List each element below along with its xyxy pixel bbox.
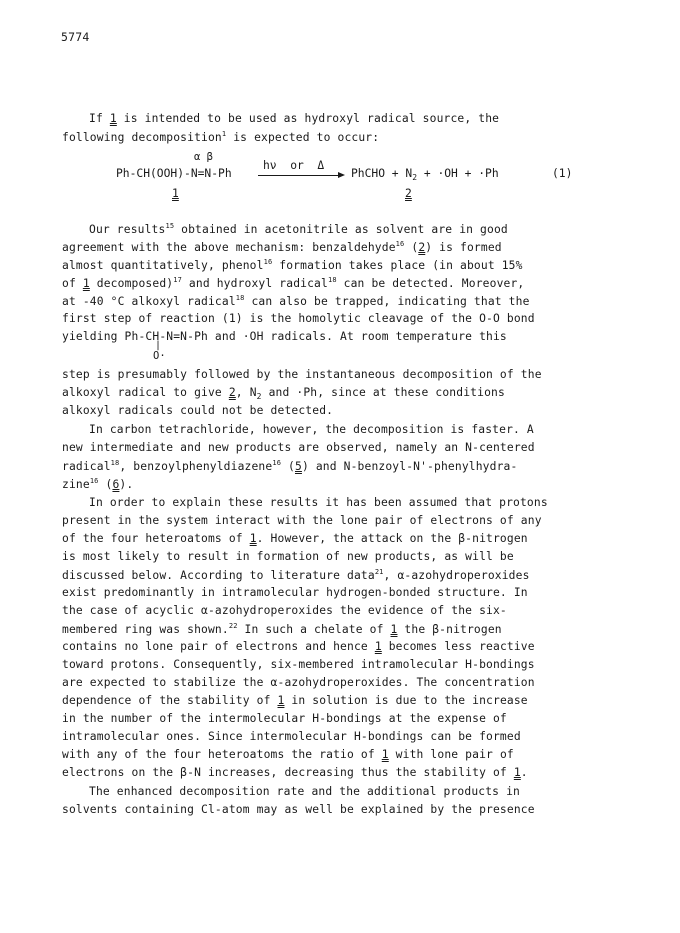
para1-line-4: of 1 decomposed)$^{17}$ and hydroxyl radical$^{18}$ can be detected. Moreover, bbox=[62, 276, 525, 290]
page-number: 5774 bbox=[61, 30, 90, 44]
para2-line-4: zine$^{16}$ (6). bbox=[62, 477, 134, 491]
para3-line-15: with any of the four heteroatoms the ratio of 1 with lone pair of bbox=[62, 748, 514, 761]
para3-line-6: exist predominantly in intramolecular hydrogen-bonded structure. In bbox=[62, 586, 528, 599]
reaction-arrow bbox=[258, 175, 338, 176]
para1-line-9: alkoxyl radical to give 2, $N_2$ and ·Ph, since at these conditions bbox=[62, 386, 505, 401]
para3-line-7: the case of acyclic α-azohydroperoxides the evidence of the six- bbox=[62, 604, 507, 617]
para1-line-8: step is presumably followed by the instantaneous decomposition of the bbox=[62, 368, 542, 381]
intro-line-2: following decomposition$^1$ is expected to occur: bbox=[62, 130, 380, 144]
equation-reactant: Ph-CH(OOH)-N=N-Ph bbox=[116, 167, 232, 180]
para1-line-3: almost quantitatively, phenol$^{16}$ formation takes place (in about 15% bbox=[62, 258, 523, 272]
alkoxyl-oxygen-radical: O· bbox=[153, 350, 166, 362]
para4-line-1: The enhanced decomposition rate and the additional products in bbox=[89, 785, 520, 798]
para3-line-11: are expected to stabilize the α-azohydroperoxides. The concentration bbox=[62, 676, 535, 689]
para3-line-8: membered ring was shown.$^{22}$ In such a chelate of 1 the β-nitrogen bbox=[62, 622, 502, 636]
para4-line-2: solvents containing Cl-atom may as well be explained by the presence bbox=[62, 803, 535, 816]
para3-line-13: in the number of the intermolecular H-bondings at the expense of bbox=[62, 712, 507, 725]
para2-line-2: new intermediate and new products are observed, namely an N-centered bbox=[62, 441, 535, 454]
equation-label-product: 2 bbox=[405, 187, 412, 200]
para3-line-16: electrons on the β-N increases, decreasing thus the stability of 1. bbox=[62, 766, 528, 779]
para3-line-5: discussed below. According to literature data$^{21}$, α-azohydroperoxides bbox=[62, 568, 530, 582]
para1-line-6: first step of reaction (1) is the homolytic cleavage of the O-O bond bbox=[62, 312, 535, 325]
para3-line-2: present in the system interact with the lone pair of electrons of any bbox=[62, 514, 542, 527]
equation-number: (1) bbox=[552, 167, 573, 180]
para1-line-1: Our results$^{15}$ obtained in acetonitrile as solvent are in good bbox=[89, 222, 508, 236]
para2-line-1: In carbon tetrachloride, however, the decomposition is faster. A bbox=[89, 423, 534, 436]
equation-conditions: hν or Δ bbox=[263, 159, 325, 172]
equation-label-reactant: 1 bbox=[172, 187, 179, 200]
equation-greek-labels: α β bbox=[194, 151, 213, 163]
intro-line-1: If 1 is intended to be used as hydroxyl radical source, the bbox=[89, 112, 500, 125]
para3-line-12: dependence of the stability of 1 in solution is due to the increase bbox=[62, 694, 528, 707]
alkoxyl-bond-mark: | bbox=[155, 340, 162, 351]
equation-products: PhCHO + $N_2 + \cdot OH + \cdot Ph$ bbox=[351, 167, 499, 182]
reaction-arrowhead bbox=[338, 172, 345, 178]
para3-line-9: contains no lone pair of electrons and hence 1 becomes less reactive bbox=[62, 640, 535, 653]
para3-line-10: toward protons. Consequently, six-membered intramolecular H-bondings bbox=[62, 658, 535, 671]
para3-line-3: of the four heteroatoms of 1. However, the attack on the β-nitrogen bbox=[62, 532, 528, 545]
para1-line-2: agreement with the above mechanism: benzaldehyde$^{16}$ (2) is formed bbox=[62, 240, 502, 254]
para2-line-3: radical$^{18}$, benzoylphenyldiazene$^{16}$ (5) and N-benzoyl-N'-phenylhydra- bbox=[62, 459, 518, 473]
para1-line-7: yielding Ph-CH-N=N-Ph and ·OH radicals. At room temperature this bbox=[62, 330, 507, 343]
para3-line-1: In order to explain these results it has been assumed that protons bbox=[89, 496, 548, 509]
para1-line-5: at -40 °C alkoxyl radical$^{18}$ can also be trapped, indicating that the bbox=[62, 294, 530, 308]
para3-line-4: is most likely to result in formation of new products, as will be bbox=[62, 550, 514, 563]
para1-line-10: alkoxyl radicals could not be detected. bbox=[62, 404, 334, 417]
para3-line-14: intramolecular ones. Since intermolecular H-bondings can be formed bbox=[62, 730, 521, 743]
